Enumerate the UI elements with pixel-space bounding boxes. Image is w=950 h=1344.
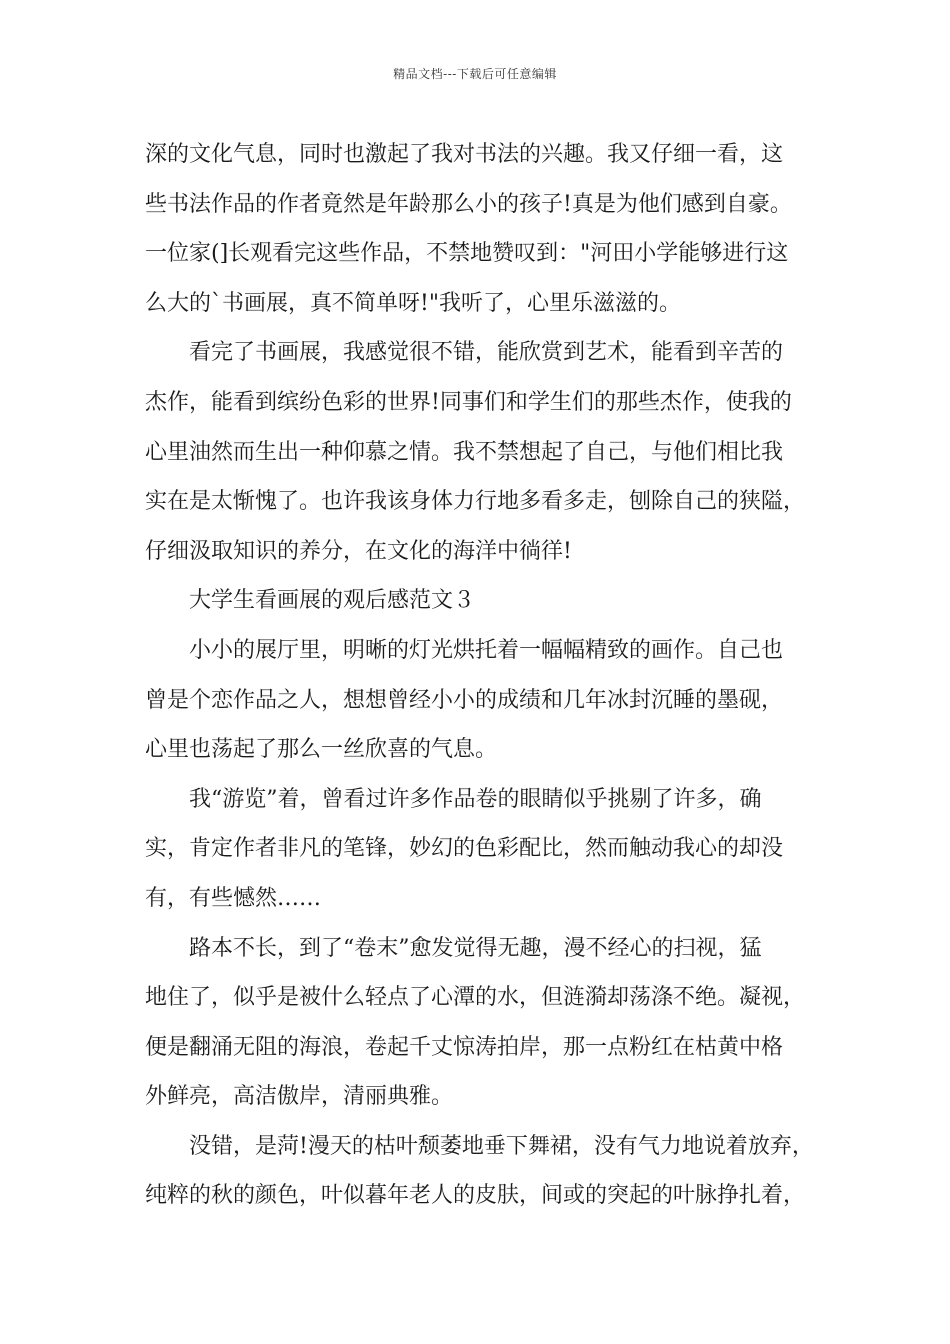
text-line: 心里也荡起了那么一丝欣喜的气息。: [145, 737, 498, 763]
document-body: [145, 130, 835, 1221]
section-heading: 大学生看画展的观后感范文３: [189, 588, 476, 614]
text-line: 便是翻涌无阻的海浪，卷起千丈惊涛拍岸，那一点粉红在枯黄中格: [145, 1034, 784, 1060]
text-line: 实，肯定作者非凡的笔锋，妙幻的色彩配比，然而触动我心的却没: [145, 836, 784, 862]
text-line: 曾是个恋作品之人，想想曾经小小的成绩和几年冰封沉睡的墨砚，: [145, 687, 784, 713]
text-line: 仔细汲取知识的养分，在文化的海洋中徜徉!: [145, 538, 572, 564]
text-line: 有，有些憾然……: [145, 885, 322, 911]
text-line: 外鲜亮，高洁傲岸，清丽典雅。: [145, 1084, 454, 1110]
text-line: 地住了，似乎是被什么轻点了心潭的水，但涟漪却荡涤不绝。凝视，: [145, 985, 806, 1011]
text-line: 么大的`书画展，真不简单呀!"我听了，心里乐滋滋的。: [145, 290, 681, 316]
text-line: 些书法作品的作者竟然是年龄那么小的孩子!真是为他们感到自豪。: [145, 191, 792, 217]
text-line: 实在是太惭愧了。也许我该身体力行地多看多走，刨除自己的狭隘，: [145, 489, 806, 515]
text-line: 一位家(]长观看完这些作品，不禁地赞叹到："河田小学能够进行这: [145, 241, 789, 267]
text-line: 杰作，能看到缤纷色彩的世界!同事们和学生们的那些杰作，使我的: [145, 389, 792, 415]
text-line: 没错，是菏!漫天的枯叶颓萎地垂下舞裙，没有气力地说着放弃，: [189, 1133, 814, 1159]
text-line: 看完了书画展，我感觉很不错，能欣赏到艺术，能看到辛苦的: [189, 340, 784, 366]
text-line: 深的文化气息，同时也激起了我对书法的兴趣。我又仔细一看，这: [145, 142, 784, 167]
page-header: 精品文档---下载后可任意编辑: [393, 67, 557, 81]
text-line: 纯粹的秋的颜色，叶似暮年老人的皮肤，间或的突起的叶脉挣扎着，: [145, 1183, 806, 1209]
text-line: 路本不长，到了“卷末”愈发觉得无趣，漫不经心的扫视，猛: [189, 935, 762, 961]
text-line: 我“游览”着，曾看过许多作品卷的眼睛似乎挑剔了许多，确: [189, 786, 762, 812]
text-line: 小小的展厅里，明晰的灯光烘托着一幅幅精致的画作。自己也: [189, 637, 784, 663]
text-line: 心里油然而生出一种仰慕之情。我不禁想起了自己，与他们相比我: [145, 439, 784, 465]
